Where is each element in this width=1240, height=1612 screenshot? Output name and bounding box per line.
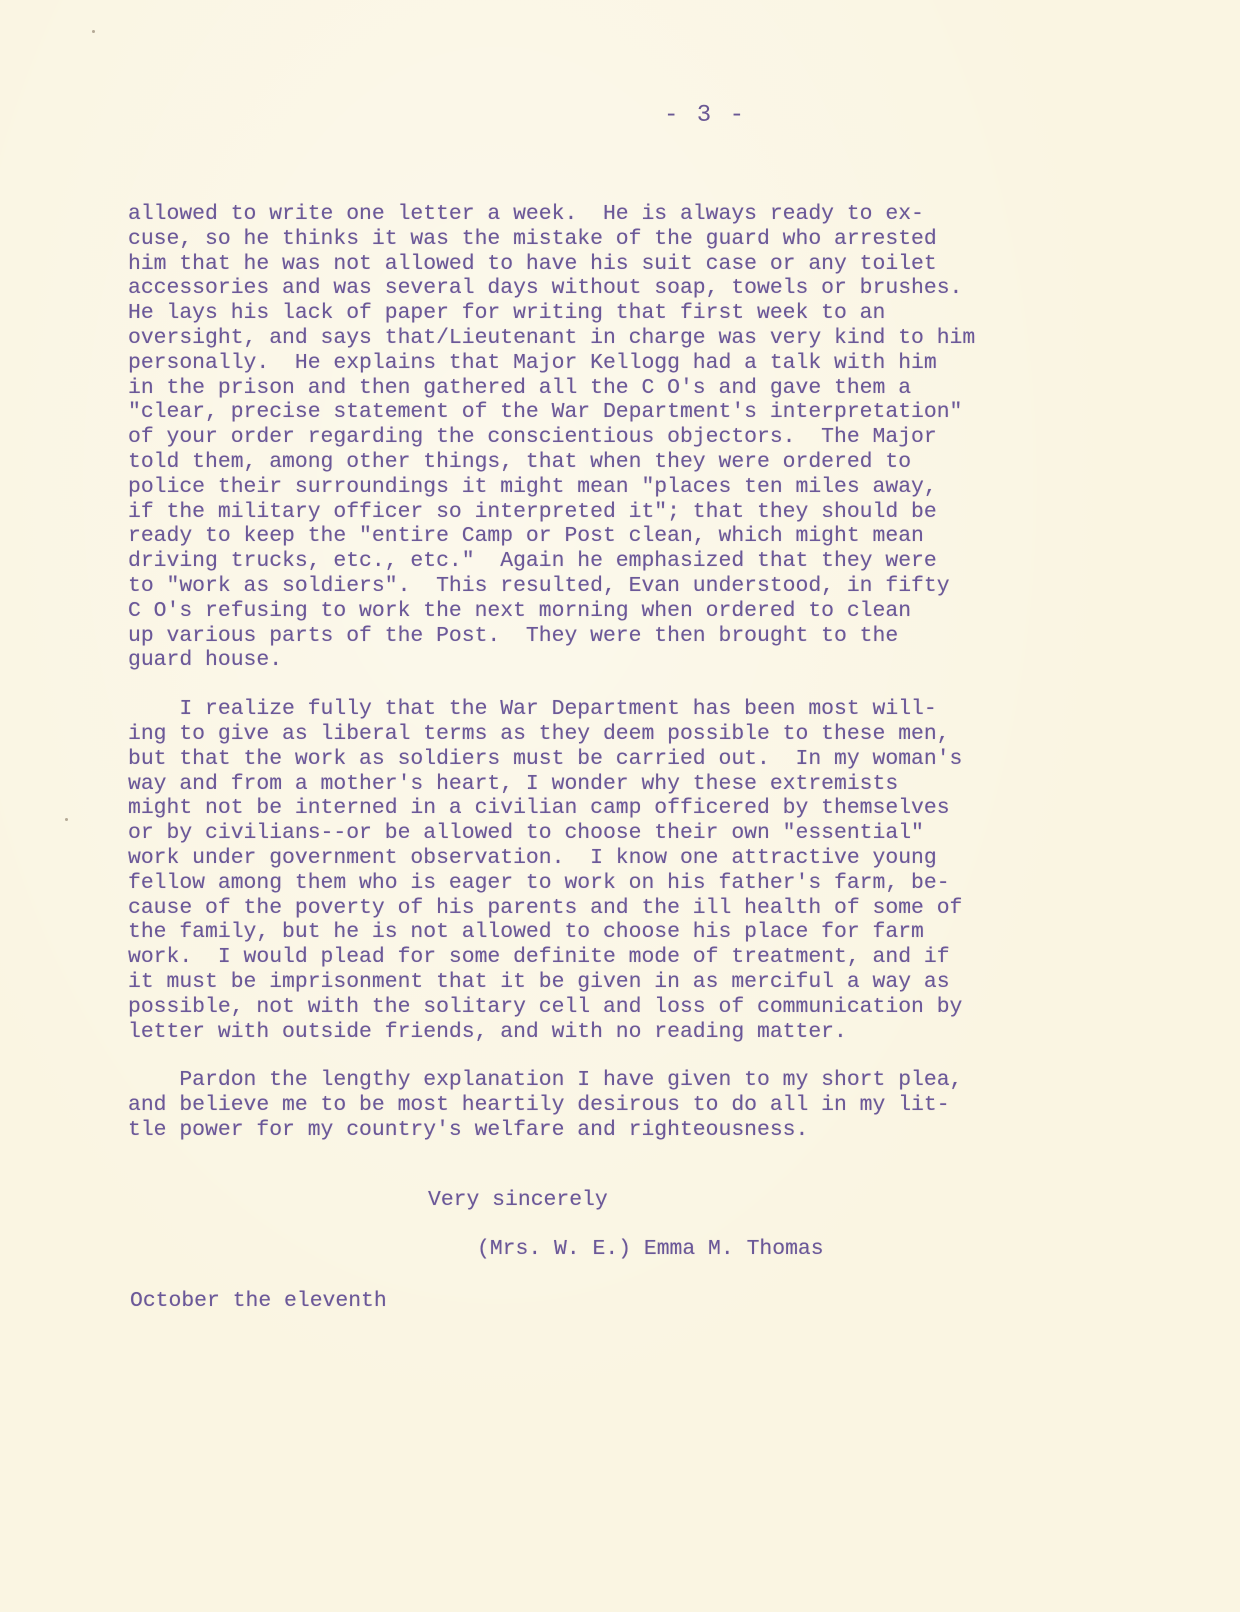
text-line: tle power for my country's welfare and righteousness. [128, 1117, 809, 1142]
paper-speck [65, 818, 68, 821]
text-line: it must be imprisonment that it be given in as merciful a way as [128, 969, 950, 994]
text-line: cuse, so he thinks it was the mistake of the guard who arrested [128, 226, 937, 251]
text-line: letter with outside friends, and with no reading matter. [128, 1019, 847, 1044]
text-line: driving trucks, etc., etc." Again he emphasized that they were [128, 549, 937, 574]
paper-speck [92, 30, 95, 33]
text-line: C O's refusing to work the next morning when ordered to clean [128, 598, 912, 623]
signature-line: (Mrs. W. E.) Emma M. Thomas [477, 1237, 824, 1261]
text-line: "clear, precise statement of the War Department's interpretation" [128, 400, 963, 425]
text-line: personally. He explains that Major Kellogg had a talk with him [128, 350, 937, 375]
text-line: but that the work as soldiers must be carried out. In my woman's [128, 746, 963, 771]
text-line: him that he was not allowed to have his suit case or any toilet [128, 251, 937, 276]
text-line: in the prison and then gathered all the C O's and gave them a [128, 375, 912, 400]
text-line: way and from a mother's heart, I wonder why these extremists [128, 771, 899, 796]
text-line: the family, but he is not allowed to choose his place for farm [128, 920, 924, 945]
text-line: work. I would plead for some definite mode of treatment, and if [128, 945, 950, 970]
text-line: up various parts of the Post. They were then brought to the [128, 623, 899, 648]
date-line: October the eleventh [130, 1289, 387, 1313]
page-number: - 3 - [663, 102, 746, 129]
text-line: of your order regarding the conscientious objectors. The Major [128, 425, 937, 450]
paragraph-1 [128, 202, 1138, 673]
text-line: ready to keep the "entire Camp or Post clean, which might mean [128, 524, 924, 549]
text-line: police their surroundings it might mean "places ten miles away, [128, 474, 937, 499]
paragraph-gap [128, 1044, 1138, 1068]
text-line: fellow among them who is eager to work on his father's farm, be- [128, 870, 950, 895]
text-line: might not be interned in a civilian camp officered by themselves [128, 796, 950, 821]
text-line: ing to give as liberal terms as they deem possible to these men, [128, 721, 950, 746]
closing-salutation: Very sincerely [428, 1188, 608, 1212]
text-line: and believe me to be most heartily desirous to do all in my lit- [128, 1093, 950, 1118]
text-line: guard house. [128, 648, 283, 673]
text-line: Pardon the lengthy explanation I have given to my short plea, [128, 1068, 963, 1093]
text-line: I realize fully that the War Department has been most will- [128, 697, 937, 722]
text-line: oversight, and says that/Lieutenant in charge was very kind to him [128, 325, 976, 350]
text-line: cause of the poverty of his parents and the ill health of some of [128, 895, 963, 920]
paragraph-3 [128, 1068, 1138, 1142]
paragraph-gap [128, 673, 1138, 697]
text-line: allowed to write one letter a week. He is always ready to ex- [128, 202, 924, 226]
text-line: told them, among other things, that when they were ordered to [128, 449, 912, 474]
text-line: or by civilians--or be allowed to choose their own "essential" [128, 821, 924, 846]
text-line: if the military officer so interpreted it"; that they should be [128, 499, 937, 524]
text-line: to "work as soldiers". This resulted, Evan understood, in fifty [128, 573, 950, 598]
text-line: possible, not with the solitary cell and loss of communication by [128, 994, 963, 1019]
text-line: accessories and was several days without soap, towels or brushes. [128, 276, 963, 301]
paragraph-2 [128, 697, 1138, 1044]
letter-body [128, 202, 1138, 1143]
text-line: work under government observation. I know one attractive young [128, 845, 937, 870]
text-line: He lays his lack of paper for writing that first week to an [128, 301, 886, 326]
